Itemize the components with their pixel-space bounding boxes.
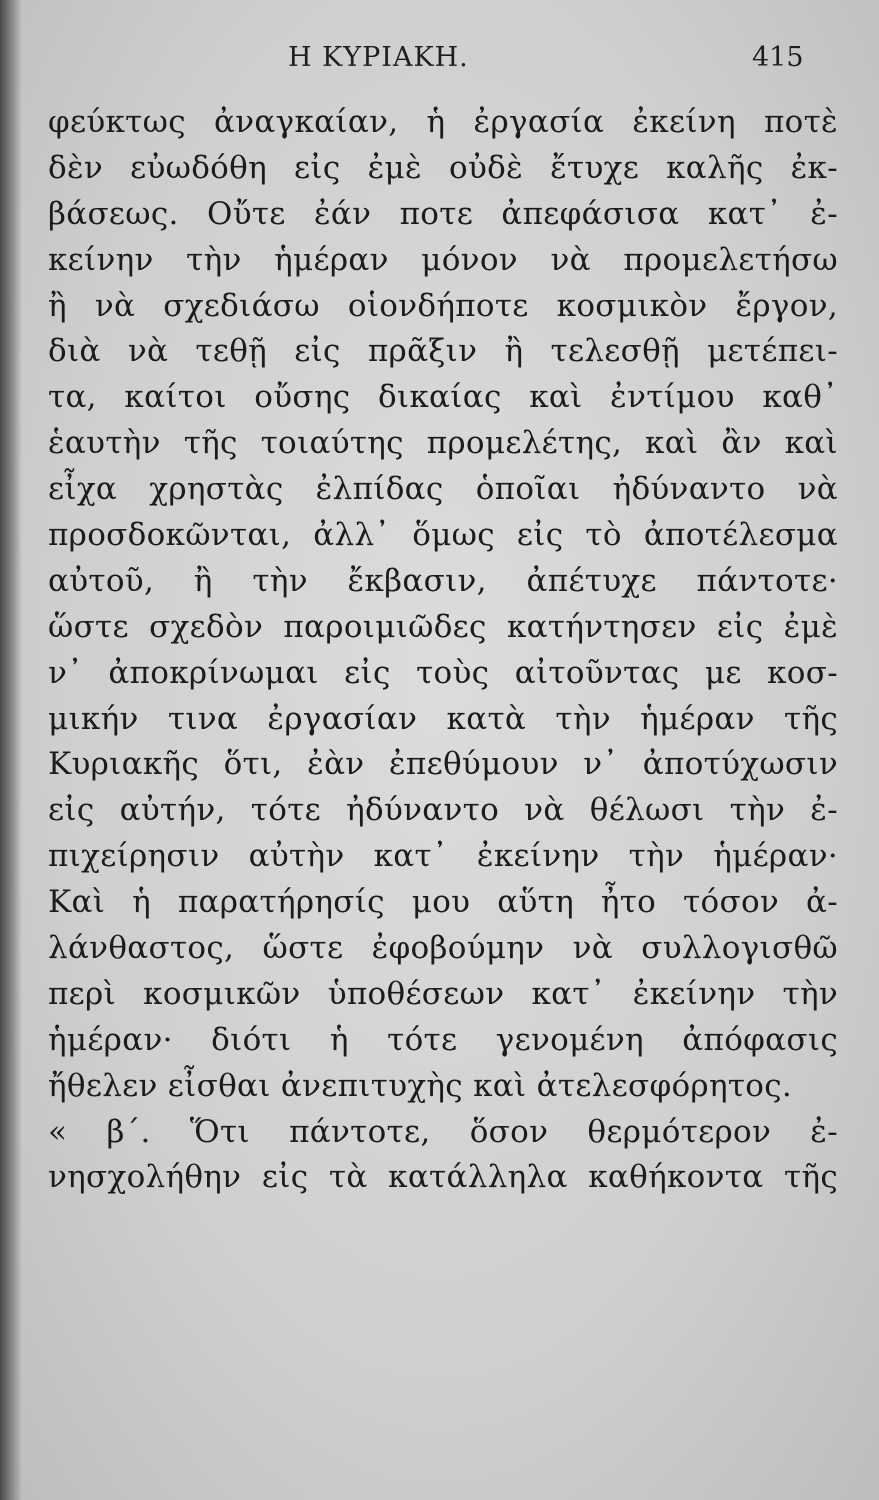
page-gutter-shadow xyxy=(0,0,22,1500)
page-number: 415 xyxy=(752,42,804,73)
text-line: κείνην τὴν ἡμέραν μόνον νὰ προμελετήσω xyxy=(48,241,838,278)
paragraph-end-line: ἤθελεν εἶσθαι ἀνεπιτυχὴς καὶ ἀτελεσφόρητος. xyxy=(48,1067,793,1104)
text-line: ἑαυτὴν τῆς τοιαύτης προμελέτης, καὶ ἂν καὶ xyxy=(48,425,838,462)
text-line: βάσεως. Οὔτε ἐάν ποτε ἀπεφάσισα κατ᾽ ἐ- xyxy=(48,195,838,232)
body-text xyxy=(48,100,838,1201)
text-line: « β΄. Ὅτι πάντοτε, ὅσον θερμότερον ἐ- xyxy=(48,1113,838,1150)
text-line: νησχολήθην εἰς τὰ κατάλληλα καθήκοντα τῆς xyxy=(48,1159,838,1196)
text-line: διὰ νὰ τεθῇ εἰς πρᾶξιν ἢ τελεσθῇ μετέπει- xyxy=(48,333,838,370)
running-title: Η ΚΥΡΙΑΚΗ. xyxy=(288,42,469,73)
text-line: περὶ κοσμικῶν ὑποθέσεων κατ᾽ ἐκείνην τὴν xyxy=(48,975,838,1012)
text-line: δὲν εὐωδόθη εἰς ἐμὲ οὐδὲ ἔτυχε καλῆς ἐκ- xyxy=(48,149,838,186)
text-line: φεύκτως ἀναγκαίαν, ἡ ἐργασία ἐκείνη ποτὲ xyxy=(48,104,838,140)
text-line: ἢ νὰ σχεδιάσω οἱονδήποτε κοσμικὸν ἔργον, xyxy=(48,287,838,324)
text-line: εἰς αὐτήν, τότε ἠδύναντο νὰ θέλωσι τὴν ἐ- xyxy=(48,792,838,829)
text-line: Κυριακῆς ὅτι, ἐὰν ἐπεθύμουν ν᾽ ἀποτύχωσιν xyxy=(48,746,838,783)
text-line: λάνθαστος, ὥστε ἐφοβούμην νὰ συλλογισθῶ xyxy=(48,930,838,967)
text-line: Καὶ ἡ παρατήρησίς μου αὕτη ἦτο τόσον ἀ- xyxy=(48,884,838,921)
text-line: μικήν τινα ἐργασίαν κατὰ τὴν ἡμέραν τῆς xyxy=(48,700,838,737)
text-line: προσδοκῶνται, ἀλλ᾽ ὅμως εἰς τὸ ἀποτέλεσμα xyxy=(48,517,838,554)
text-line: αὐτοῦ, ἢ τὴν ἔκβασιν, ἀπέτυχε πάντοτε· xyxy=(48,562,838,599)
text-line: τα, καίτοι οὔσης δικαίας καὶ ἐντίμου καθ᾽ xyxy=(48,379,838,416)
text-line: ν᾽ ἀποκρίνωμαι εἰς τοὺς αἰτοῦντας με κοσ- xyxy=(48,654,838,691)
text-line: πιχείρησιν αὐτὴν κατ᾽ ἐκείνην τὴν ἡμέραν· xyxy=(48,838,838,875)
text-line: εἶχα χρηστὰς ἐλπίδας ὁποῖαι ἠδύναντο νὰ xyxy=(48,471,838,508)
text-line: ὥστε σχεδὸν παροιμιῶδες κατήντησεν εἰς ἐμὲ xyxy=(48,608,838,645)
text-line: ἡμέραν· διότι ἡ τότε γενομένη ἀπόφασις xyxy=(48,1021,838,1058)
running-head xyxy=(0,42,879,82)
